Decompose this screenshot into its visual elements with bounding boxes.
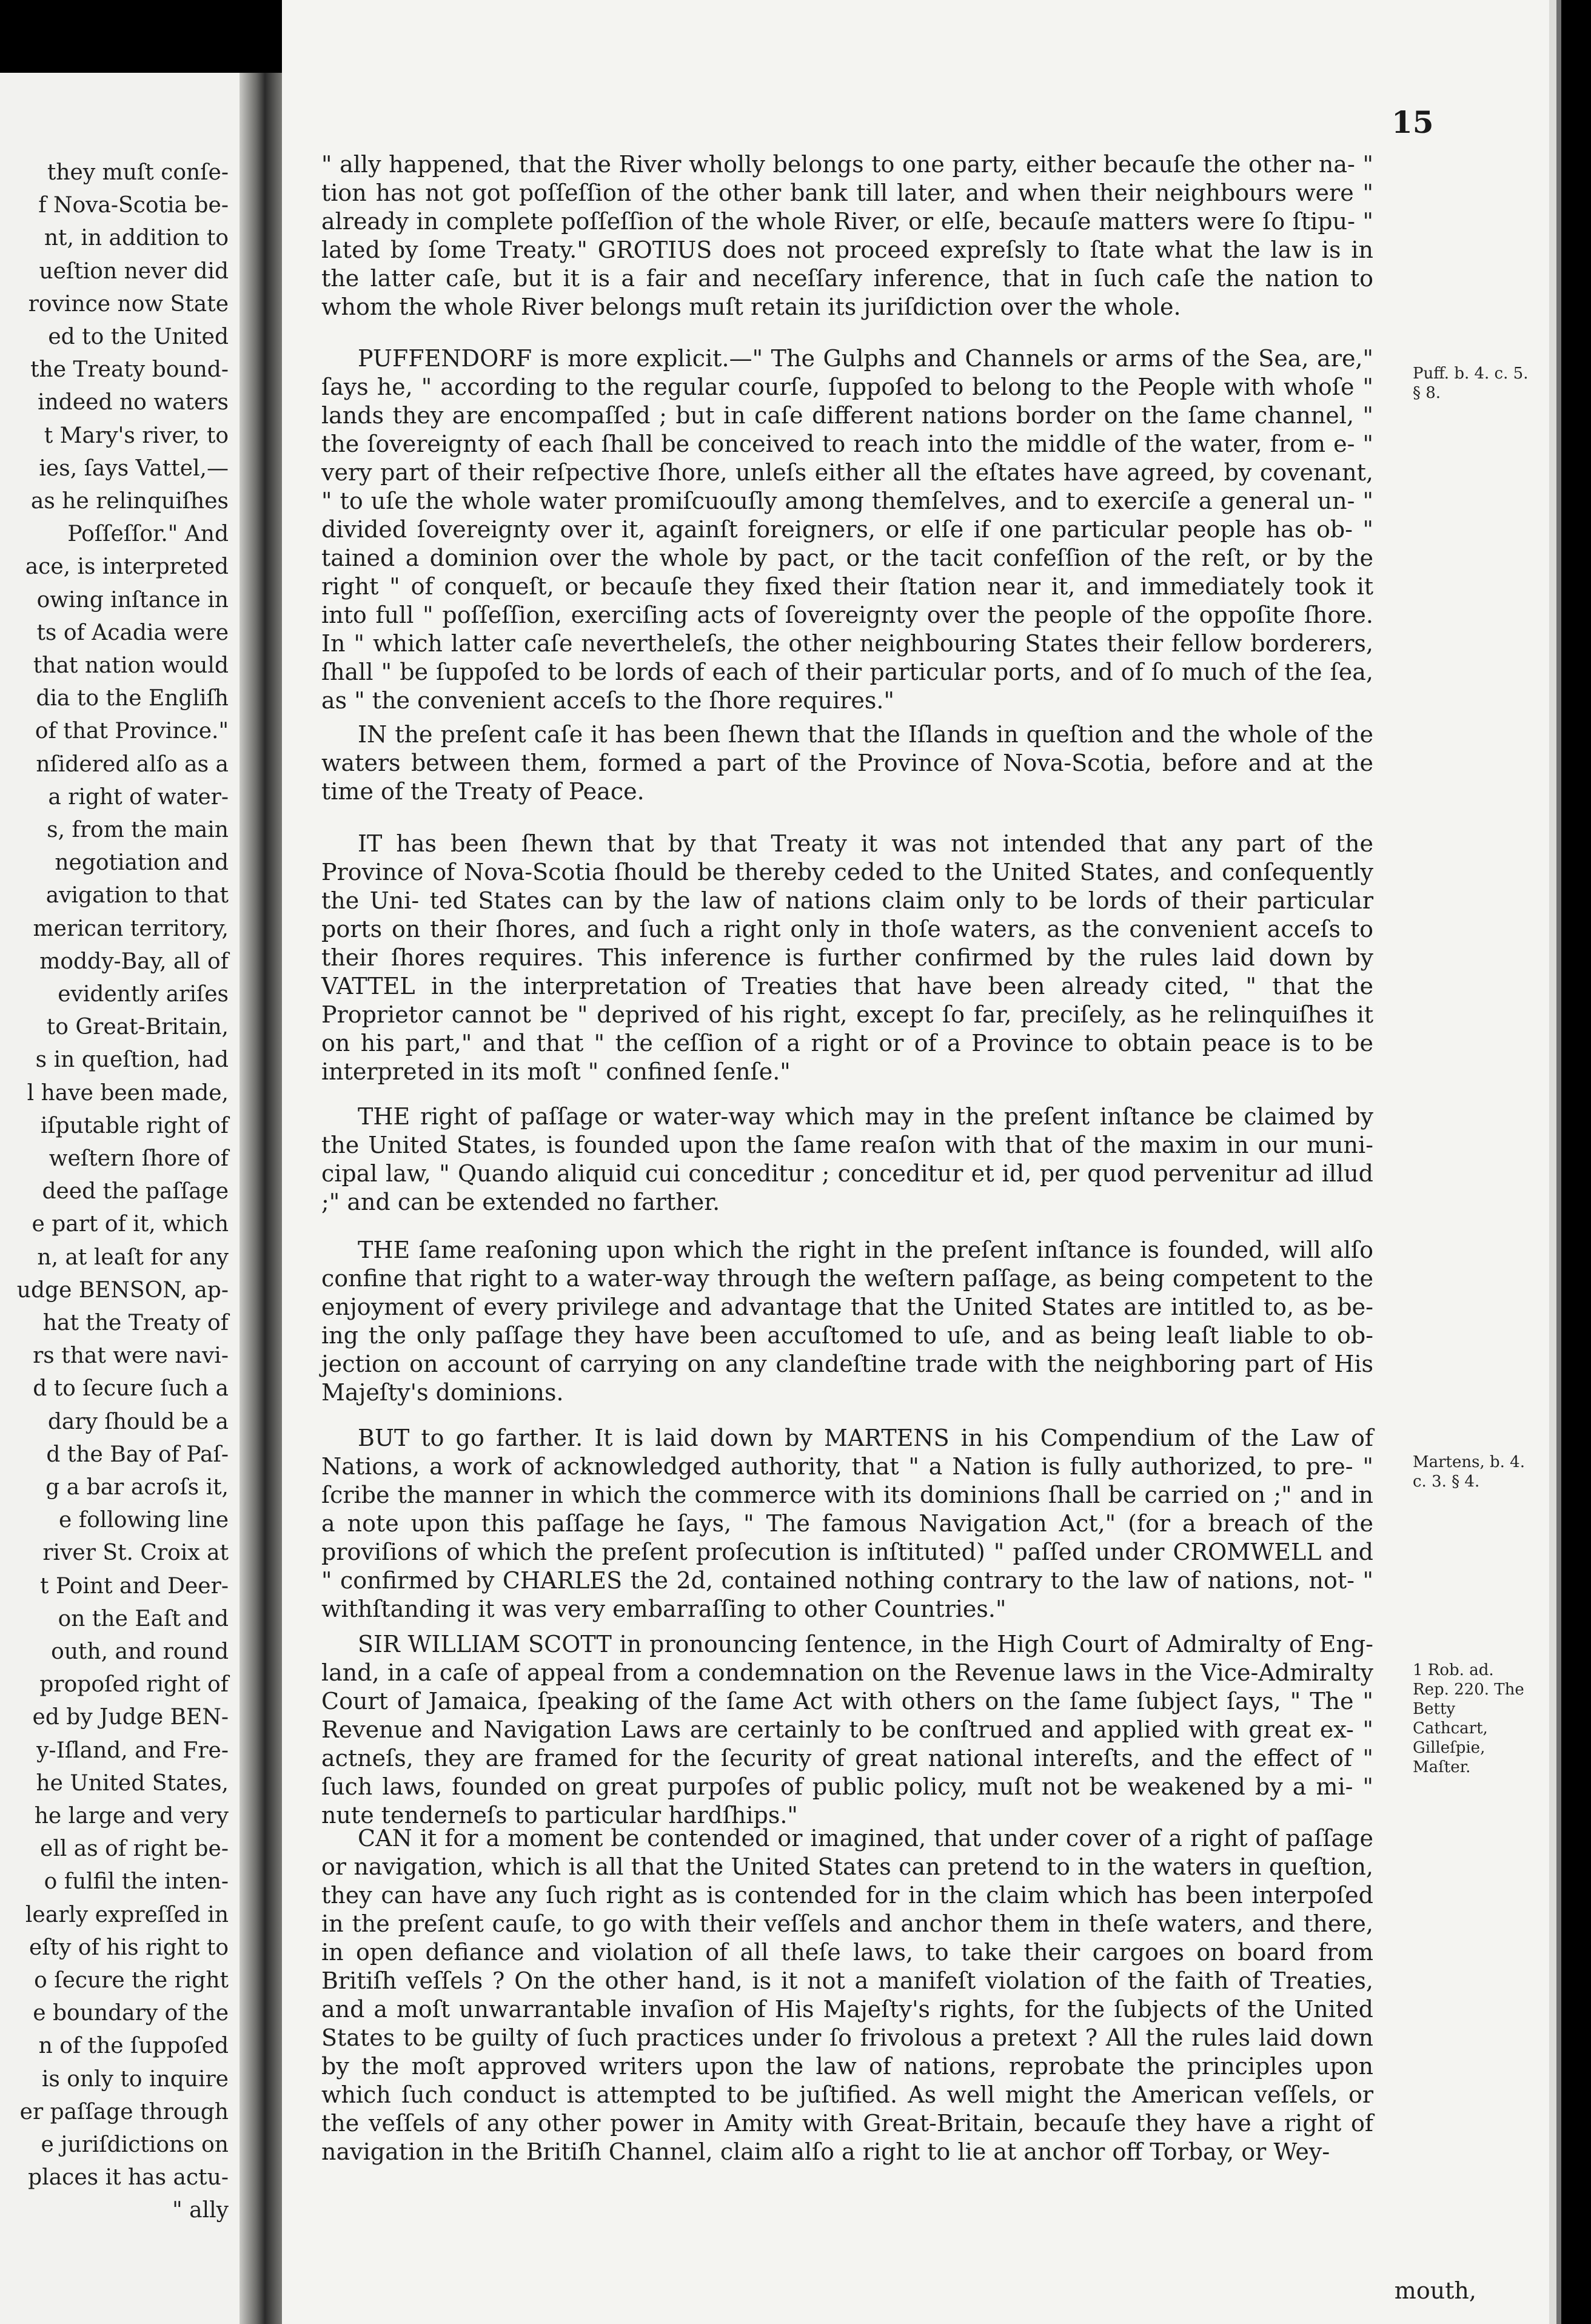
left-page-line: moddy-Bay, all of xyxy=(39,949,229,974)
left-page-line: a right of water- xyxy=(48,784,229,810)
paragraph-western-passage: THE ſame reaſoning upon which the right in the preſent inſtance is founded, will alſo confine that right to a water-way through the weſtern paſſage, as being competent to the enjoyment of every privilege and advantage that the United States are intitled to, as be- ing the only paſſage they have been accuſtomed to uſe, and as being leaſt liable to ob- jection on account of carrying on any clandeſtine trade with the neighboring part of His Majeſty's dominions. xyxy=(321,1237,1373,1406)
left-page-line: o fulfil the inten- xyxy=(44,1869,229,1895)
left-page-line: merican territory, xyxy=(33,916,229,941)
left-page-line: iſputable right of xyxy=(40,1113,229,1138)
left-page-line: the Treaty bound- xyxy=(30,357,229,383)
margin-note-puffendorf: Puff. b. 4. c. 5. § 8. xyxy=(1413,364,1529,402)
left-page-line: owing inſtance in xyxy=(36,587,229,613)
left-page-line: g a bar acroſs it, xyxy=(45,1475,229,1500)
left-page-line: rovince now State xyxy=(28,291,229,317)
left-page-line: s, from the main xyxy=(47,818,229,842)
left-page-line: learly expreſſed in xyxy=(25,1902,229,1927)
left-page-line: ace, is interpreted xyxy=(25,554,229,580)
left-page-line: on the Eaſt and xyxy=(58,1606,229,1631)
left-page-line: er paſſage through xyxy=(19,2099,229,2124)
margin-note-martens: Martens, b. 4. c. 3. § 4. xyxy=(1413,1453,1525,1491)
left-page-line: ts of Acadia were xyxy=(36,620,229,645)
left-page-line: rs that were navi- xyxy=(33,1343,229,1369)
left-page-line: he United States, xyxy=(36,1770,229,1796)
left-page-line: weſtern ſhore of xyxy=(49,1146,229,1171)
left-page-line: dia to the Engliſh xyxy=(36,686,229,711)
paragraph-islands-in-question: IN the preſent caſe it has been ſhewn that the Iſlands in queſtion and the whole of the waters between them, formed a part of the Province of Nova-Scotia, before and at the time of the Treaty of Peace. xyxy=(321,721,1373,805)
left-page-line: dary ſhould be a xyxy=(47,1409,229,1434)
book-gutter xyxy=(239,73,282,2324)
left-page-line: evidently ariſes xyxy=(58,982,229,1007)
left-page-line: avigation to that xyxy=(45,883,229,908)
left-page-fragment xyxy=(0,73,239,2324)
left-page-line: e juriſdictions on xyxy=(41,2132,229,2157)
left-page-line: places it has actu- xyxy=(28,2165,229,2191)
catchword: mouth, xyxy=(1394,2277,1476,2304)
left-page-line: ies, ſays Vattel,— xyxy=(39,455,229,481)
left-page-line: they muſt conſe- xyxy=(47,160,229,185)
left-page-line: is only to inquire xyxy=(41,2066,229,2092)
left-page-line: ueſtion never did xyxy=(39,258,229,284)
paragraph-grotius-continuation: " ally happened, that the River wholly belongs to one party, either becauſe the other na- " tion has not got poſſeſſion of the other bank till later, and when their neighbours were " already in complete poſſeſſion of the whole River, or elſe, becauſe matters were ſo ſtipu- " lated by ſome Treaty." GROTIUS does not proceed expreſsly to ſtate what the law is in the latter caſe, but it is a fair and neceſſary inference, that in ſuch caſe the nation to whom the whole River belongs muſt retain its juriſdiction over the whole. xyxy=(321,151,1373,320)
left-page-line: udge BENSON, ap- xyxy=(16,1277,229,1303)
left-page-line: y-Iſland, and Fre- xyxy=(36,1738,229,1763)
left-page-line: nt, in addition to xyxy=(44,226,229,251)
page-edge xyxy=(1549,0,1556,2324)
left-page-line: as he relinquiſhes xyxy=(30,489,229,514)
right-page xyxy=(282,0,1549,2324)
left-page-line: l have been made, xyxy=(27,1080,229,1106)
left-page-line: negotiation and xyxy=(55,850,229,876)
left-page-line: ed to the United xyxy=(48,324,229,349)
left-page-line: e part of it, which xyxy=(32,1212,229,1237)
left-page-line: d to ſecure ſuch a xyxy=(33,1376,229,1402)
left-page-line: f Nova-Scotia be- xyxy=(38,193,229,218)
page-number: 15 xyxy=(1392,104,1434,140)
left-page-line: o ſecure the right xyxy=(34,1968,229,1993)
left-page-line: hat the Treaty of xyxy=(42,1311,229,1335)
paragraph-martens: BUT to go farther. It is laid down by MARTENS in his Compendium of the Law of Nations, a work of acknowledged authority, that " a Nation is fully authorized, to pre- " ſcribe the manner in which the commerce with its dominions ſhall be carried on ;" and in a note upon this paſſage he ſays, " The famous Navigation Act," (for a breach of the proviſions of which the preſent proſecution is inſtituted) " paſſed under CROMWELL and " confirmed by CHARLES the 2d, contained nothing contrary to the law of nations, not- " withſtanding it was very embarraſſing to other Countries." xyxy=(321,1425,1373,1622)
page-edge-shadow xyxy=(1556,0,1561,2324)
left-page-line: to Great-Britain, xyxy=(46,1015,229,1040)
left-page-line: eſty of his right to xyxy=(29,1935,229,1960)
left-page-line: deed the paſſage xyxy=(42,1179,229,1204)
paragraph-can-it-be-contended: CAN it for a moment be contended or imagined, that under cover of a right of paſſage or navigation, which is all that the United States can pretend to in the waters in queſtion, they can have any ſuch right as is contended for in the claim which has been interpoſed in the preſent cauſe, to go with their veſſels and anchor them in theſe waters, and there, in open defiance and violation of all theſe laws, to take their cargoes on board from Britiſh veſſels ? On the other hand, is it not a manifeſt violation of the faith of Treaties, and a moſt unwarrantable invaſion of His Majeſty's rights, for the ſubjects of the United States to be guilty of ſuch practices under ſo frivolous a pretext ? All the rules laid down by the moſt approved writers upon the law of nations, reprobate the principles upon which ſuch conduct is attempted to be juſtified. As well might the American veſſels, or the veſſels of any other power in Amity with Great-Britain, becauſe they have a right of navigation in the Britiſh Channel, claim alſo a right to lie at anchor off Torbay, or Wey- xyxy=(321,1825,1373,2165)
left-page-line: ed by Judge BEN- xyxy=(32,1705,229,1730)
left-page-line: s in queſtion, had xyxy=(35,1047,229,1073)
left-page-line: nſidered alſo as a xyxy=(36,751,229,777)
left-page-line: that nation would xyxy=(33,653,229,678)
left-page-line: outh, and round xyxy=(51,1639,229,1664)
paragraph-puffendorf: PUFFENDORF is more explicit.—" The Gulphs and Channels or arms of the Sea, are," ſays he, " according to the regular courſe, ſuppoſed to belong to the People with whoſe " lands they are encompaſſed ; but in caſe different nations border on the ſame channel, " the ſovereignty of each ſhall be conceived to reach into the middle of the water, from e- " very part of their reſpective ſhore, unleſs either all the eſtates have agreed, by covenant, " to uſe the whole water promiſcuouſly among themſelves, and to exerciſe a general un- " divided ſovereignty over it, againſt foreigners, or elſe if one particular people has ob- " tained a dominion over the whole by pact, or the tacit confeſſion of the reſt, or by the right " of conqueſt, or becauſe they fixed their ſtation near it, and immediately took it into full " poſſeſſion, exerciſing acts of ſovereignty over the people of the oppoſite ſhore. In " which latter caſe nevertheleſs, the other neighbouring States their fellow borderers, ſhall " be ſuppoſed to be lords of each of their particular ports, and of ſo much of the ſea, as " the convenient acceſs to the ſhore requires." xyxy=(321,345,1373,714)
left-page-line: Poſſeſſor." And xyxy=(67,522,229,547)
left-page-line: he large and very xyxy=(34,1804,229,1829)
left-page-line: t Point and Deer- xyxy=(40,1573,229,1599)
left-page-line: e following line xyxy=(59,1508,229,1533)
left-page-line: n, at leaſt for any xyxy=(37,1244,229,1270)
left-page-line: n of the ſuppoſed xyxy=(38,2034,229,2059)
paragraph-william-scott: SIR WILLIAM SCOTT in pronouncing ſentence, in the High Court of Admiralty of Eng- land, in a caſe of appeal from a condemnation on the Revenue laws in the Vice-Admiralty Court of Jamaica, ſpeaking of the ſame Act with others on the ſame ſubject ſays, " The " Revenue and Navigation Laws are certainly to be conſtrued and applied with great ex- " actneſs, they are framed for the ſecurity of great national intereſts, and the effect of " ſuch laws, founded on great purpoſes of public policy, muſt not be weakened by a mi- " nute tenderneſs to particular hardſhips." xyxy=(321,1631,1373,1829)
left-page-line: " ally xyxy=(172,2198,229,2223)
margin-note-robinson-reports: 1 Rob. ad. Rep. 220. The Betty Cathcart, Gilleſpie, Maſter. xyxy=(1413,1661,1524,1776)
paragraph-right-of-passage: THE right of paſſage or water-way which may in the preſent inſtance be claimed by the United States, is founded upon the ſame reaſon with that of the maxim in our muni- cipal law, " Quando aliquid cui conceditur ; conceditur et id, per quod pervenitur ad illud ;" and can be extended no farther. xyxy=(321,1103,1373,1215)
left-page-line: d the Bay of Paſ- xyxy=(46,1442,229,1467)
left-page-line: ell as of right be- xyxy=(40,1836,229,1862)
left-page-line: t Mary's river, to xyxy=(44,423,229,448)
paragraph-treaty-interpretation: IT has been ſhewn that by that Treaty it was not intended that any part of the Province of Nova-Scotia ſhould be thereby ceded to the United States, and conſequently the Uni- ted States can by the law of nations claim only to be lords of their particular ports on their ſhores, and ſuch a right only in thoſe waters, as the convenient acceſs to their ſhores requires. This inference is further confirmed by the rules laid down by VATTEL in the interpretation of Treaties that have been already cited, " that the Proprietor cannot be " deprived of his right, except ſo far, preciſely, as he relinquiſhes it on his part," and that " the ceſſion of a right or of a Province to obtain peace is to be interpreted in its moſt " confined ſenſe." xyxy=(321,830,1373,1085)
left-page-line: of that Province." xyxy=(35,719,229,744)
left-page-line: e boundary of the xyxy=(33,2001,229,2026)
left-page-line: indeed no waters xyxy=(38,390,229,415)
left-page-line: river St. Croix at xyxy=(42,1540,229,1566)
left-page-line: propoſed right of xyxy=(39,1672,229,1698)
